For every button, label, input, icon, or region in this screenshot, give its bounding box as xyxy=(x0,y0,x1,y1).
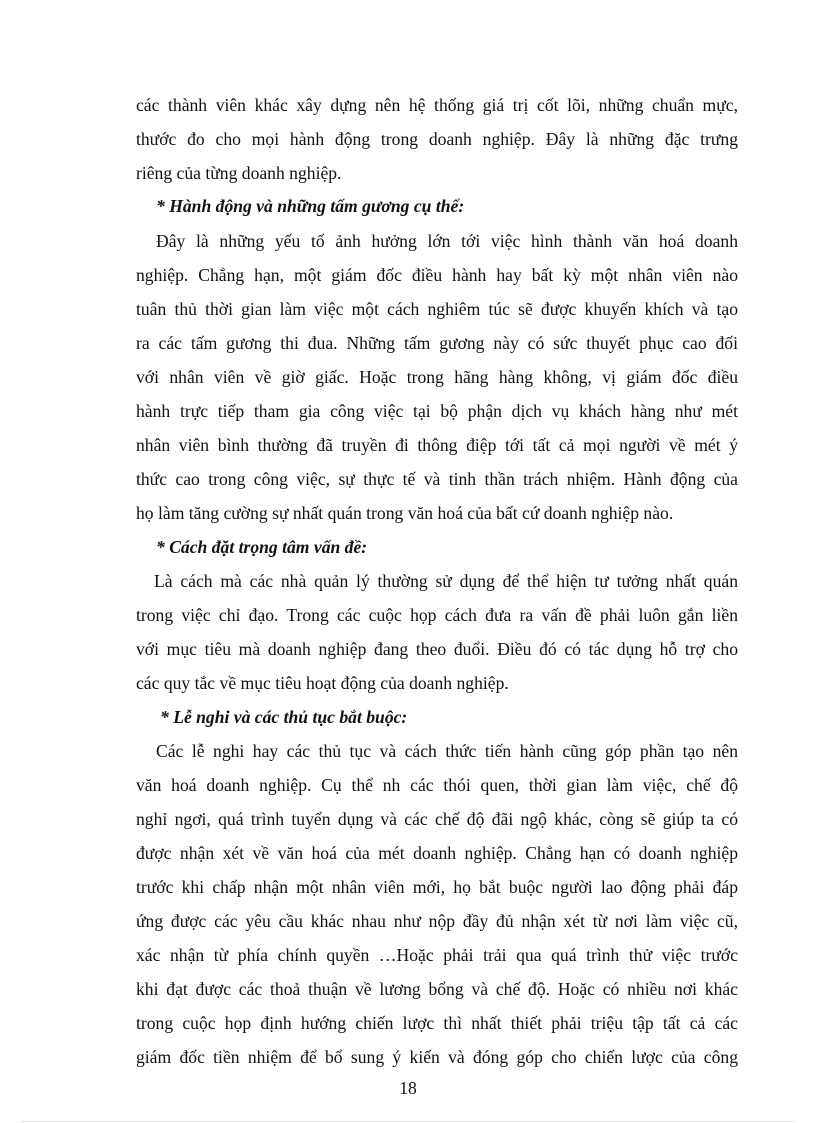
body-text-line: Các lễ nghi hay các thủ tục và cách thức tiến hành cũng góp phần tạo nên xyxy=(156,741,738,761)
body-text-line: Đây là những yếu tố ảnh hưởng lớn tới việc hình thành văn hoá doanh xyxy=(156,231,738,251)
body-text-line: với mục tiêu mà doanh nghiệp đang theo đuổi. Điều đó có tác dụng hỗ trợ cho xyxy=(136,639,738,659)
section-heading: * Lễ nghi và các thủ tục bắt buộc: xyxy=(160,707,408,727)
body-text-line: xác nhận từ phía chính quyền …Hoặc phải trải qua quá trình thử việc trước xyxy=(136,945,738,965)
body-text-line: hành trực tiếp tham gia công việc tại bộ phận dịch vụ khách hàng như mét xyxy=(136,401,738,421)
page-number: 18 xyxy=(399,1078,417,1098)
body-text-line: họ làm tăng cường sự nhất quán trong văn hoá của bất cứ doanh nghiệp nào. xyxy=(136,503,674,523)
body-text-line: trong việc chỉ đạo. Trong các cuộc họp cách đưa ra vấn đề phải luôn gắn liền xyxy=(136,605,738,625)
body-text-line: thước đo cho mọi hành động trong doanh nghiệp. Đây là những đặc trưng xyxy=(136,129,738,149)
page-bottom-rule xyxy=(22,1121,794,1122)
body-text-line: văn hoá doanh nghiệp. Cụ thể nh các thói quen, thời gian làm việc, chế độ xyxy=(136,775,738,795)
body-text-line: thức cao trong công việc, sự thực tế và tinh thần trách nhiệm. Hành động của xyxy=(136,469,738,489)
body-text-line: với nhân viên về giờ giấc. Hoặc trong hãng hàng không, vị giám đốc điều xyxy=(136,367,738,387)
body-text-line: các thành viên khác xây dựng nên hệ thống giá trị cốt lõi, những chuẩn mực, xyxy=(136,95,738,115)
body-text-line: được nhận xét về văn hoá của mét doanh nghiệp. Chẳng hạn có doanh nghiệp xyxy=(136,843,738,863)
body-text-line: Là cách mà các nhà quản lý thường sử dụng để thể hiện tư tưởng nhất quán xyxy=(154,571,738,591)
body-text-line: tuân thủ thời gian làm việc một cách nghiêm túc sẽ được khuyến khích và tạo xyxy=(136,299,738,319)
body-text-line: giám đốc tiền nhiệm để bổ sung ý kiến và đóng góp cho chiến lược của công xyxy=(136,1047,738,1067)
section-heading: * Hành động và những tấm gương cụ thể: xyxy=(156,196,465,216)
body-text-line: ra các tấm gương thi đua. Những tấm gương này có sức thuyết phục cao đối xyxy=(136,333,738,353)
body-text-line: trước khi chấp nhận một nhân viên mới, họ bắt buộc người lao động phải đáp xyxy=(136,877,738,897)
body-text-line: các quy tắc về mục tiêu hoạt động của doanh nghiệp. xyxy=(136,673,509,693)
body-text-line: trong cuộc họp định hướng chiến lược thì nhất thiết phải triệu tập tất cả các xyxy=(136,1013,738,1033)
body-text-line: ứng được các yêu cầu khác nhau như nộp đầy đủ nhận xét từ nơi làm việc cũ, xyxy=(136,911,738,931)
section-heading: * Cách đặt trọng tâm vấn đề: xyxy=(156,537,368,557)
body-text-line: nhân viên bình thường đã truyền đi thông điệp tới tất cả mọi người về mét ý xyxy=(136,435,738,455)
body-text-line: khi đạt được các thoả thuận về lương bổng và chế độ. Hoặc có nhiều nơi khác xyxy=(136,979,738,999)
body-text-line: nghiệp. Chẳng hạn, một giám đốc điều hành hay bất kỳ một nhân viên nào xyxy=(136,265,738,285)
body-text-line: nghỉ ngơi, quá trình tuyển dụng và các chế độ đãi ngộ khác, còng sẽ giúp ta có xyxy=(136,809,738,829)
body-text-line: riêng của từng doanh nghiệp. xyxy=(136,163,342,183)
